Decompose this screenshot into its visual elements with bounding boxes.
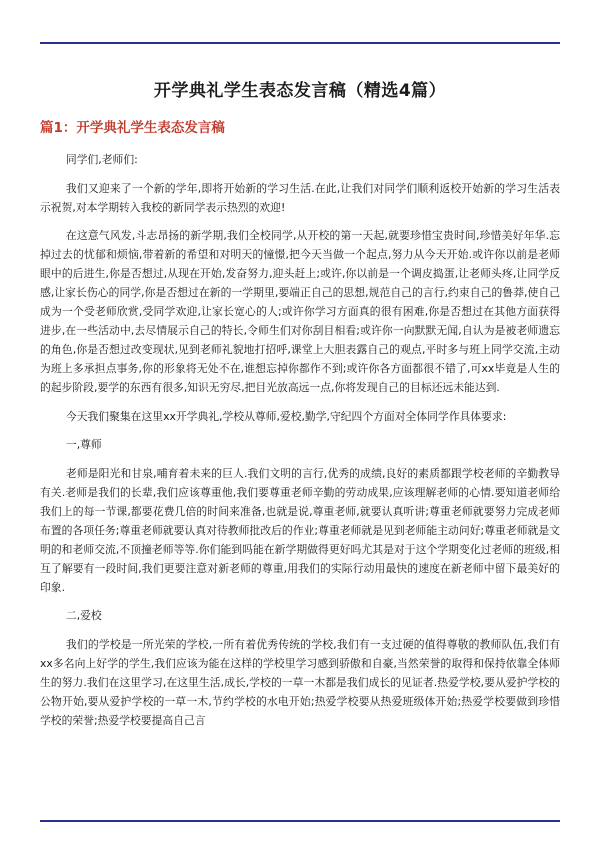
paragraph: 今天我们聚集在这里xx开学典礼,学校从尊师,爱校,勤学,守纪四个方面对全体同学作具体要求: (65, 409, 507, 423)
top-rule (40, 42, 560, 44)
bottom-rule (40, 820, 560, 822)
paragraph: 我们的学校是一所光荣的学校,一所有着优秀传统的学校,我们有一支过硬的值得尊敬的教师队伍,我们有xx多名向上好学的学生,我们应该为能在这样的学校里学习感到骄傲和自豪,当然荣誉的取得和保持依靠全体师生的努力.我们在这里学习,在这里生活,成长,学校的一草一木都是我们成长的见证者.热爱学校,要从爱护学校的公物开始,要从爱护学校的一草一木,节约学校的水电开始;热爱学校要从热爱班级体开始;热爱学校要做到珍惜学校的荣誉;热爱学校要提高自己言 (40, 637, 560, 727)
page-title: 开学典礼学生表态发言稿（精选4篇） (153, 81, 447, 101)
section-heading: 篇1：开学典礼学生表态发言稿 (40, 120, 225, 136)
subheading-love-school: 二,爱校 (65, 609, 102, 622)
salutation: 同学们,老师们: (65, 153, 138, 166)
paragraph: 老师是阳光和甘泉,哺育着未来的巨人.我们文明的言行,优秀的成绩,良好的素质都跟学校老师的辛勤教导有关.老师是我们的长辈,我们应该尊重他,我们要尊重老师辛勤的劳动成果,应该理解老师的心情.要知道老师给我们上的每一节课,都要花费几倍的时间来准备,也就是说,尊重老师,就要认真听讲;尊重老师就要努力完成老师布置的各项任务;尊重老师就要认真对待教师批改后的作业;尊重老师就是见到老师能主动问好;尊重老师就是文明的和老师交流,不顶撞老师等等.你们能到吗能在新学期做得更好吗尤其是对于这个学期变化过老师的班级,相互了解要有一段时间,我们更要注意对新老师的尊重,用我们的实际行动用最快的速度在新老师中留下最美好的印象. (40, 466, 560, 594)
paragraph: 我们又迎来了一个新的学年,即将开始新的学习生活.在此,让我们对同学们顺利返校开始新的学习生活表示祝贺,对本学期转入我校的新同学表示热烈的欢迎! (40, 181, 560, 214)
document-body (40, 150, 560, 739)
subheading-respect-teachers: 一,尊师 (65, 438, 102, 451)
paragraph: 在这意气风发,斗志昂扬的新学期,我们全校同学,从开校的第一天起,就要珍惜宝贵时间,珍惜美好年华.忘掉过去的忧郁和烦恼,带着新的希望和对明天的憧憬,把今天当做一个起点,努力从今天开始.或许你以前是老师眼中的后进生,你是否想过,从现在开始,发奋努力,迎头赶上;或许,你以前是一个调皮捣蛋,让老师头疼,让同学反感,让家长伤心的同学,你是否想过在新的一学期里,要端正自己的思想,规范自己的言行,约束自己的鲁莽,使自己成为一个受老师欣赏,受同学欢迎,让家长宽心的人;或许你学习方面真的很有困难,你是否想过在其他方面获得进步,在一些活动中,去尽情展示自己的特长,令师生们对你刮目相看;或许你一向默默无闻,自认为是被老师遗忘的角色,你是否想过改变现状,见到老师礼貌地打招呼,课堂上大胆表露自己的观点,平时多与班上同学交流,主动为班上多承担点事务,你的形象将无处不在,谁想忘掉你都作不到;或许你各方面都很不错了,可xx毕竟是人生的的起步阶段,要学的东西有很多,知识无穷尽,把目光放高远一点,你将发现自己的目标还远未能达到. (40, 229, 560, 394)
